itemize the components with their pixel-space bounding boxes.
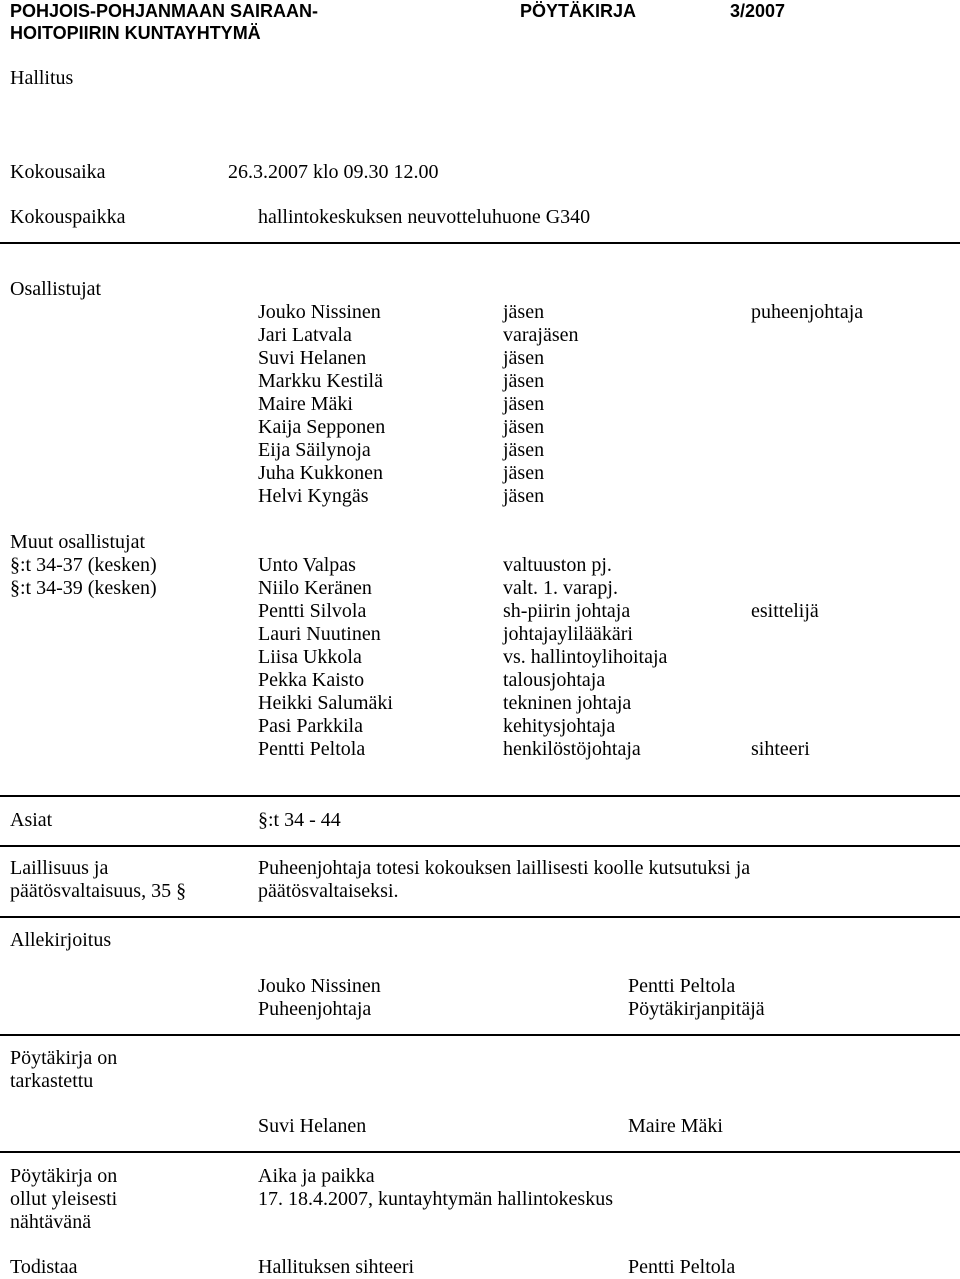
reviewer-name: Maire Mäki [628,1115,723,1137]
meeting-time-value: 26.3.2007 klo 09.30 12.00 [228,161,439,183]
other-name: Heikki Salumäki [258,692,393,714]
organization-line-2: HOITOPIIRIN KUNTAYHTYMÄ [10,23,261,43]
member-name: Juha Kukkonen [258,462,383,484]
other-role: johtajaylilääkäri [503,623,633,645]
other-participants-label: Muut osallistujat [10,531,145,553]
member-names [258,301,478,508]
member-name: Eija Säilynoja [258,439,371,461]
member-role: jäsen [503,416,545,438]
divider [0,795,960,797]
other-name: Pekka Kaisto [258,669,365,691]
other-role: tekninen johtaja [503,692,632,714]
certifier-title: Hallituksen sihteeri [258,1256,415,1278]
other-note: sihteeri [751,738,810,760]
body-name: Hallitus [10,67,74,89]
organization-line-1: POHJOIS-POHJANMAAN SAIRAAN- [10,1,319,21]
reviewer-name: Suvi Helanen [258,1115,367,1137]
other-name: Pentti Silvola [258,600,367,622]
other-role: sh-piirin johtaja [503,600,631,622]
divider [0,916,960,918]
member-role: jäsen [503,370,545,392]
other-names [258,554,488,761]
divider [0,1151,960,1153]
divider [0,845,960,847]
secretary-title: Pöytäkirjanpitäjä [628,998,765,1020]
other-role: kehitysjohtaja [503,715,616,737]
member-role: jäsen [503,439,545,461]
other-name: Liisa Ukkola [258,646,362,668]
other-role: vs. hallintoylihoitaja [503,646,668,668]
legality-label-line-2: päätösvaltaisuus, 35 § [10,880,187,902]
member-name: Suvi Helanen [258,347,367,369]
legality-text-line-2: päätösvaltaiseksi. [258,880,399,902]
display-text-line-2: 17. 18.4.2007, kuntayhtymän hallintokeskus [258,1188,613,1210]
member-note: puheenjohtaja [751,301,864,323]
display-label-line-1: Pöytäkirja on [10,1165,118,1187]
display-text-line-1: Aika ja paikka [258,1165,375,1187]
member-name: Kaija Sepponen [258,416,386,438]
organization-name [10,0,430,44]
secretary-name: Pentti Peltola [628,975,736,997]
member-name: Jouko Nissinen [258,301,381,323]
legality-text-line-1: Puheenjohtaja totesi kokouksen laillisesti koolle kutsutuksi ja [258,857,751,879]
review-label-line-1: Pöytäkirja on [10,1047,118,1069]
other-name: Niilo Keränen [258,577,372,599]
legality-label-line-1: Laillisuus ja [10,857,109,879]
member-role: jäsen [503,462,545,484]
member-name: Jari Latvala [258,324,352,346]
certifier-name: Pentti Peltola [628,1256,736,1278]
other-name: Pentti Peltola [258,738,366,760]
signature-label: Allekirjoitus [10,929,112,951]
other-role: valt. 1. varapj. [503,577,618,599]
member-role: varajäsen [503,324,579,346]
member-name: Helvi Kyngäs [258,485,369,507]
member-name: Markku Kestilä [258,370,383,392]
review-label-line-2: tarkastettu [10,1070,94,1092]
member-role: jäsen [503,393,545,415]
participants-label: Osallistujat [10,278,102,300]
divider [0,242,960,244]
section-note: §:t 34-37 (kesken) [10,554,157,576]
divider [0,1034,960,1036]
asiat-label: Asiat [10,809,53,831]
member-name: Maire Mäki [258,393,353,415]
other-role: valtuuston pj. [503,554,612,576]
meeting-time-label: Kokousaika [10,161,106,183]
member-role: jäsen [503,485,545,507]
meeting-place-value: hallintokeskuksen neuvotteluhuone G340 [258,206,591,228]
document-type: PÖYTÄKIRJA [520,1,637,21]
other-role: henkilöstöjohtaja [503,738,641,760]
other-name: Unto Valpas [258,554,356,576]
member-roles [503,301,723,508]
other-role: talousjohtaja [503,669,606,691]
other-roles [503,554,743,761]
asiat-value: §:t 34 - 44 [258,809,341,831]
chair-title: Puheenjohtaja [258,998,372,1020]
certify-label: Todistaa [10,1256,78,1278]
meeting-place-label: Kokouspaikka [10,206,126,228]
member-role: jäsen [503,301,545,323]
other-name: Lauri Nuutinen [258,623,381,645]
member-role: jäsen [503,347,545,369]
other-name: Pasi Parkkila [258,715,363,737]
section-note: §:t 34-39 (kesken) [10,577,157,599]
other-note: esittelijä [751,600,819,622]
display-label-line-3: nähtävänä [10,1211,92,1233]
chair-name: Jouko Nissinen [258,975,381,997]
document-number: 3/2007 [730,1,786,21]
display-label-line-2: ollut yleisesti [10,1188,118,1210]
